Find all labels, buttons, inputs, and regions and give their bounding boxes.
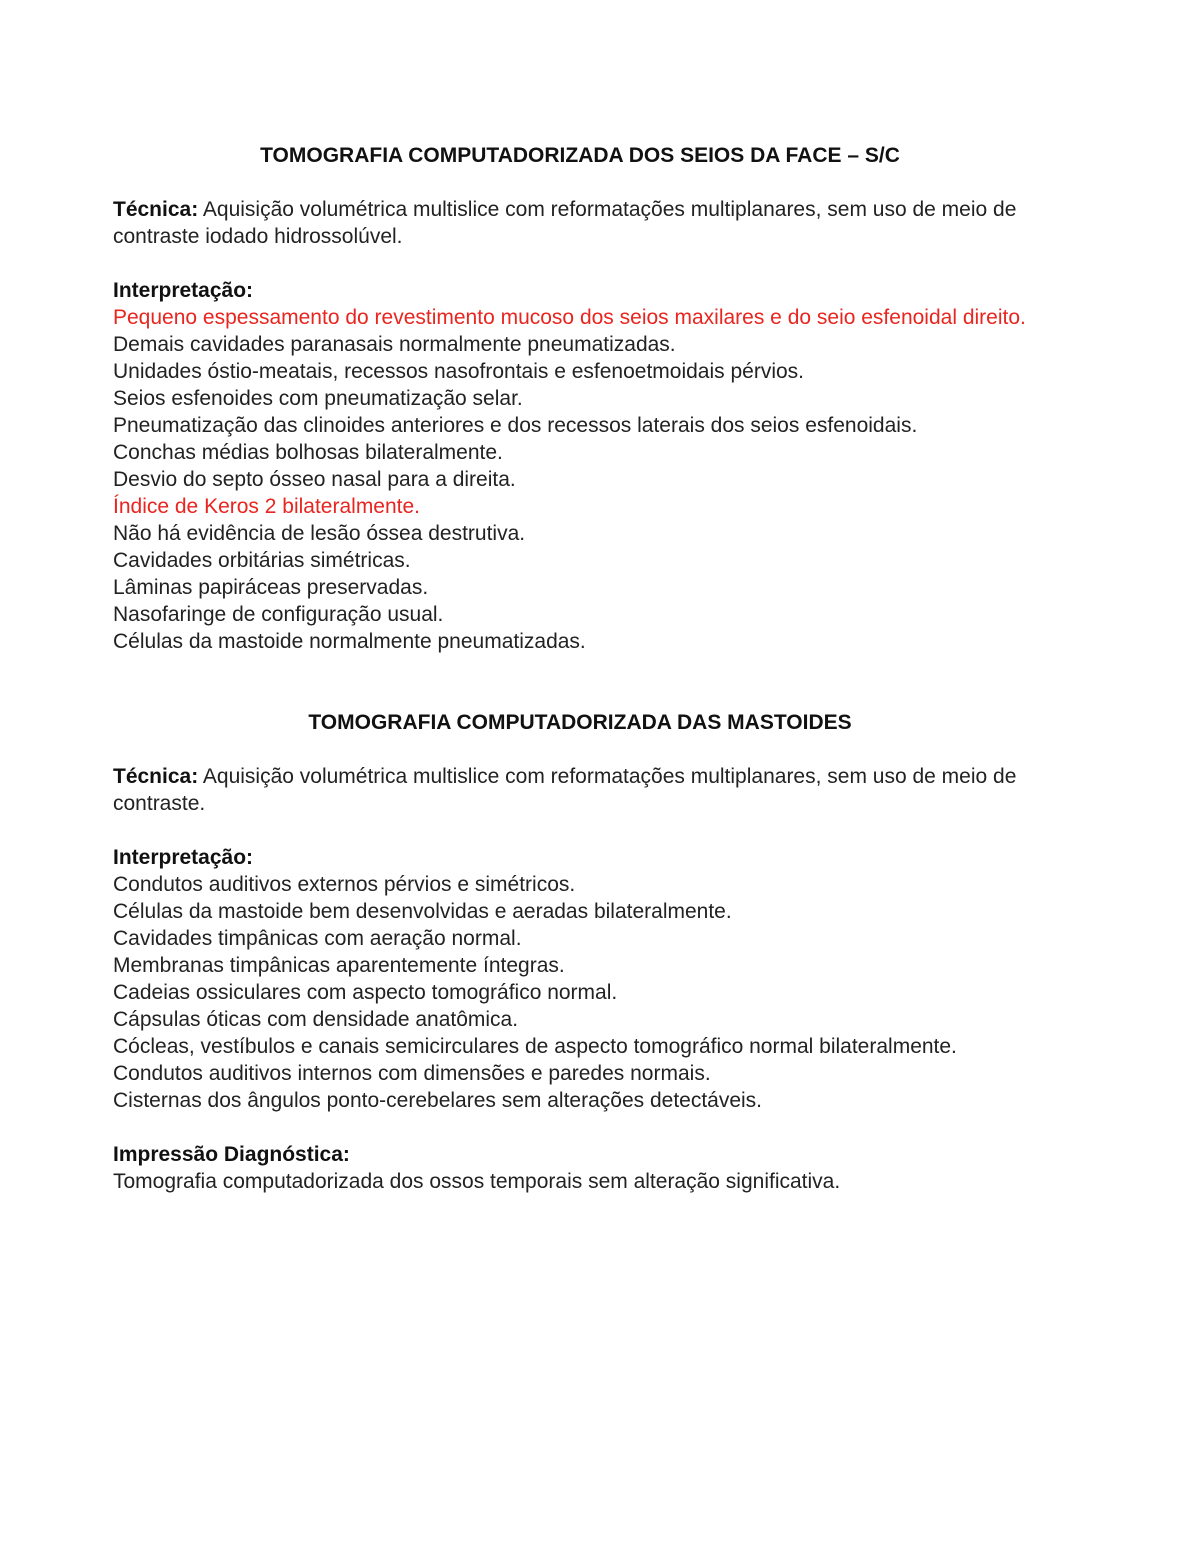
section1-technique bbox=[113, 196, 1073, 250]
finding-line: Condutos auditivos internos com dimensões e paredes normais. bbox=[113, 1062, 711, 1085]
finding-line: Conchas médias bolhosas bilateralmente. bbox=[113, 441, 503, 464]
finding-line: Demais cavidades paranasais normalmente pneumatizadas. bbox=[113, 333, 676, 356]
finding-line: Pequeno espessamento do revestimento mucoso dos seios maxilares e do seio esfenoidal direito. bbox=[113, 306, 1026, 329]
section2-impression-label: Impressão Diagnóstica: bbox=[113, 1143, 350, 1166]
finding-line: Cavidades timpânicas com aeração normal. bbox=[113, 927, 522, 950]
section1-interpretation-label: Interpretação: bbox=[113, 279, 254, 302]
section1-technique-label: Técnica: bbox=[113, 198, 199, 221]
report-content bbox=[113, 142, 1073, 1195]
finding-line: Cisternas dos ângulos ponto-cerebelares sem alterações detectáveis. bbox=[113, 1089, 763, 1112]
section2-technique-label: Técnica: bbox=[113, 765, 199, 788]
finding-line: Lâminas papiráceas preservadas. bbox=[113, 576, 429, 599]
finding-line: Nasofaringe de configuração usual. bbox=[113, 603, 444, 626]
finding-line: Índice de Keros 2 bilateralmente. bbox=[113, 495, 421, 518]
section2-interpretation-label: Interpretação: bbox=[113, 846, 254, 869]
finding-line: Pneumatização das clinoides anteriores e dos recessos laterais dos seios esfenoidais. bbox=[113, 414, 918, 437]
section1-findings bbox=[113, 304, 1073, 655]
section2-technique bbox=[113, 763, 1073, 817]
section1-technique-text: Aquisição volumétrica multislice com reformatações multiplanares, sem uso de meio de contraste iodado hidrossolúvel. bbox=[113, 198, 1017, 248]
finding-line: Condutos auditivos externos pérvios e simétricos. bbox=[113, 873, 576, 896]
finding-line: Células da mastoide normalmente pneumatizadas. bbox=[113, 630, 586, 653]
finding-line: Membranas timpânicas aparentemente íntegras. bbox=[113, 954, 565, 977]
section1-title: TOMOGRAFIA COMPUTADORIZADA DOS SEIOS DA FACE – S/C bbox=[260, 144, 900, 167]
section2-title: TOMOGRAFIA COMPUTADORIZADA DAS MASTOIDES bbox=[308, 711, 852, 734]
finding-line: Cócleas, vestíbulos e canais semicirculares de aspecto tomográfico normal bilateralmente. bbox=[113, 1035, 957, 1058]
finding-line: Desvio do septo ósseo nasal para a direita. bbox=[113, 468, 516, 491]
section2-findings bbox=[113, 871, 1073, 1114]
finding-line: Cápsulas óticas com densidade anatômica. bbox=[113, 1008, 519, 1031]
finding-line: Cadeias ossiculares com aspecto tomográfico normal. bbox=[113, 981, 618, 1004]
section2-impression-text: Tomografia computadorizada dos ossos temporais sem alteração significativa. bbox=[113, 1170, 841, 1193]
finding-line: Cavidades orbitárias simétricas. bbox=[113, 549, 411, 572]
finding-line: Seios esfenoides com pneumatização selar. bbox=[113, 387, 523, 410]
section2-technique-text: Aquisição volumétrica multislice com reformatações multiplanares, sem uso de meio de contraste. bbox=[113, 765, 1017, 815]
finding-line: Células da mastoide bem desenvolvidas e aeradas bilateralmente. bbox=[113, 900, 732, 923]
finding-line: Unidades óstio-meatais, recessos nasofrontais e esfenoetmoidais pérvios. bbox=[113, 360, 805, 383]
finding-line: Não há evidência de lesão óssea destrutiva. bbox=[113, 522, 526, 545]
